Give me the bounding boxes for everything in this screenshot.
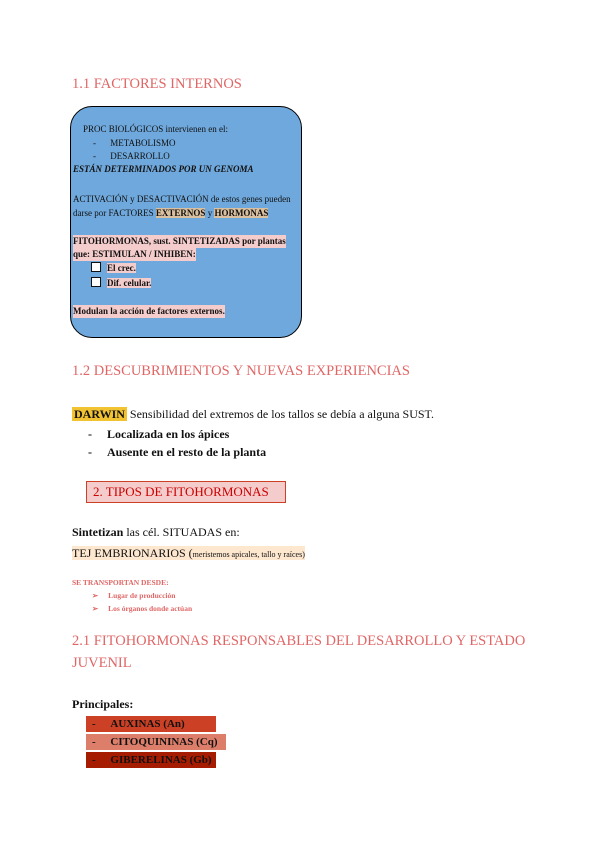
list-item-ausente xyxy=(88,445,266,460)
factores-line xyxy=(73,207,268,220)
tipos-fitohormonas-heading: 2. TIPOS DE FITOHORMONAS xyxy=(86,481,286,503)
dash-marker: - xyxy=(92,718,96,730)
list-item-lugar xyxy=(92,591,175,600)
checkbox-icon xyxy=(91,277,101,287)
factores-prefix: darse por FACTORES xyxy=(73,208,154,218)
principal-item-giberelinas xyxy=(86,752,216,768)
desarrollo-label: DESARROLLO xyxy=(110,151,170,161)
list-item-apices xyxy=(88,427,229,442)
list-item-organos xyxy=(92,604,192,613)
dif-label: Dif. celular. xyxy=(107,278,152,288)
auxinas-label: AUXINAS (An) xyxy=(110,718,185,730)
arrow-icon: ➢ xyxy=(92,591,99,600)
lugar-label: Lugar de producción xyxy=(108,591,176,600)
list-item-metabolismo xyxy=(93,137,176,150)
section-heading-descubrimientos: 1.2 DESCUBRIMIENTOS Y NUEVAS EXPERIENCIAS xyxy=(72,363,410,379)
externos-highlight: EXTERNOS xyxy=(155,208,206,218)
activacion-line: ACTIVACIÓN y DESACTIVACIÓN de estos genes pueden xyxy=(73,194,291,204)
ausente-label: Ausente en el resto de la planta xyxy=(107,445,267,459)
citoquininas-label: CITOQUININAS (Cq) xyxy=(110,736,218,748)
estimulan-line: que: ESTIMULAN / INHIBEN: xyxy=(73,248,196,261)
fitohormonas-line: FITOHORMONAS, sust. SINTETIZADAS por plantas xyxy=(73,235,286,248)
giberelinas-label: GIBERELINAS (Gb) xyxy=(110,754,212,766)
checkbox-icon xyxy=(91,262,101,272)
apices-label: Localizada en los ápices xyxy=(107,427,230,441)
checklist-item-dif xyxy=(91,277,151,290)
tej-label: TEJ EMBRIONARIOS ( xyxy=(72,546,193,560)
heading-line-2: JUVENIL xyxy=(72,655,132,671)
hormonas-highlight: HORMONAS xyxy=(214,208,269,218)
organos-label: Los órganos donde actúan xyxy=(108,604,193,613)
dash-marker: - xyxy=(93,138,96,148)
principal-item-citoquininas xyxy=(86,734,226,750)
dash-marker: - xyxy=(88,427,92,441)
section-heading-responsables xyxy=(72,630,542,674)
heading-line-1: 2.1 FITOHORMONAS RESPONSABLES DEL DESARROLLO Y ESTADO xyxy=(72,633,526,649)
principales-label: Principales: xyxy=(72,697,134,711)
tej-embrionarios-line xyxy=(72,544,305,562)
darwin-tag: DARWIN xyxy=(74,407,125,421)
metabolismo-label: METABOLISMO xyxy=(110,138,176,148)
principal-item-auxinas xyxy=(86,716,216,732)
section-heading-factores-internos: 1.1 FACTORES INTERNOS xyxy=(72,76,242,92)
tej-embrionarios-highlight xyxy=(72,546,305,560)
arrow-icon: ➢ xyxy=(92,604,99,613)
dash-marker: - xyxy=(93,151,96,161)
sintetizan-bold: Sintetizan xyxy=(72,525,124,539)
dash-marker: - xyxy=(92,736,96,748)
sintetizan-line xyxy=(72,525,240,540)
modulan-line: Modulan la acción de factores externos. xyxy=(73,305,225,318)
dash-marker: - xyxy=(88,445,92,459)
crec-label: El crec. xyxy=(107,263,136,273)
checklist-item-crec xyxy=(91,262,136,275)
factores-internos-box xyxy=(70,106,302,338)
y-connector: y xyxy=(207,208,213,218)
dash-marker: - xyxy=(92,754,96,766)
darwin-paragraph xyxy=(72,407,434,422)
list-item-desarrollo xyxy=(93,150,170,163)
sintetizan-rest: las cél. SITUADAS en: xyxy=(126,525,240,539)
meristemos-note: meristemos apicales, tallo y raíces) xyxy=(192,550,305,559)
proc-biologicos-line: PROC BIOLÓGICOS intervienen en el: xyxy=(83,124,228,134)
genoma-line: ESTÁN DETERMINADOS POR UN GENOMA xyxy=(73,164,254,174)
transportan-heading: SE TRANSPORTAN DESDE: xyxy=(72,578,169,587)
darwin-text: Sensibilidad del extremos de los tallos se debía a alguna SUST. xyxy=(129,407,434,421)
